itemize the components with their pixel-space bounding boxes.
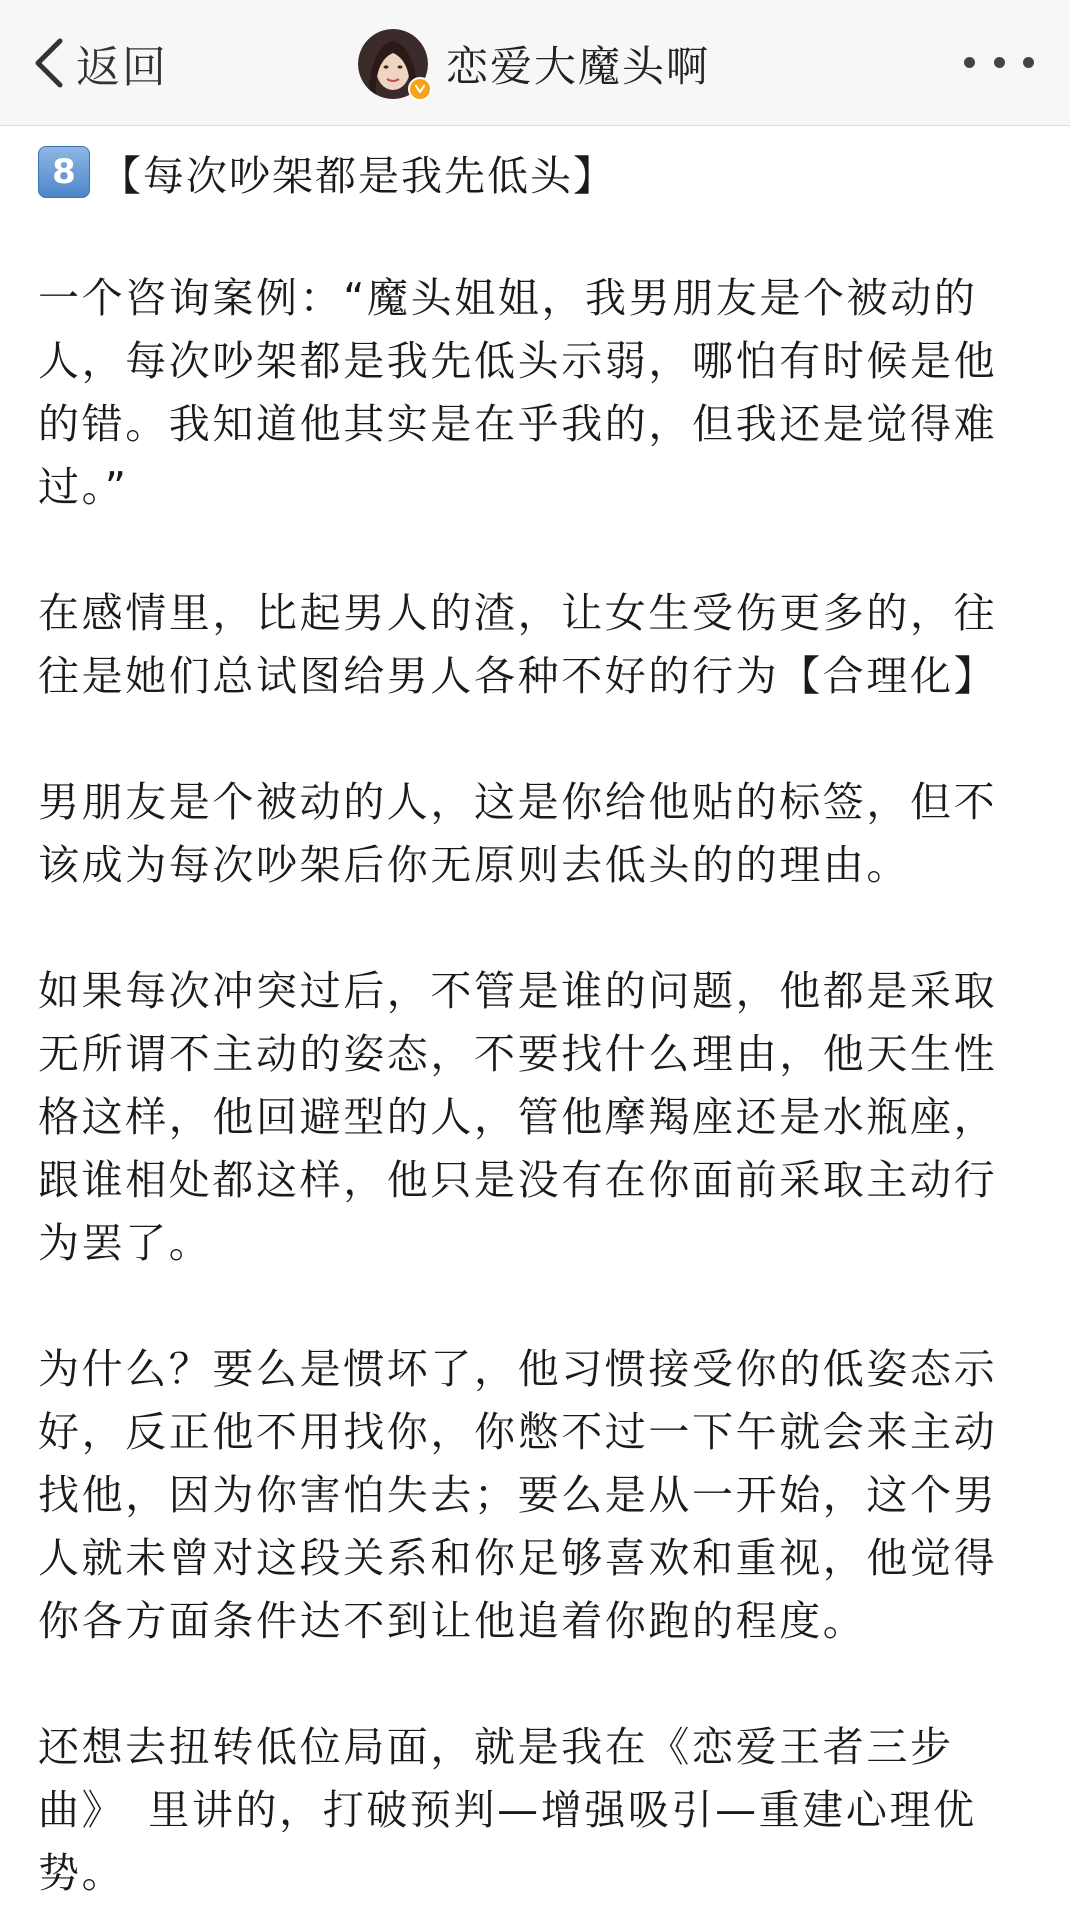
more-dot-icon <box>964 57 975 68</box>
paragraph-why: 为什么？要么是惯坏了，他习惯接受你的低姿态示好，反正他不用找你，你憋不过一下午就会来主动找他，因为你害怕失去；要么是从一开始，这个男人就未曾对这段关系和你足够喜欢和重视，他觉得你各方面条件达不到让他追着你跑的程度。 <box>38 1345 998 1645</box>
avatar[interactable] <box>358 29 428 99</box>
more-options-button[interactable] <box>964 44 1034 80</box>
paragraph-passive-label: 男朋友是个被动的人，这是你给他贴的标签，但不该成为每次吵架后你无原则去低头的的理由。 <box>38 778 998 889</box>
top-nav-bar <box>0 0 1070 126</box>
paragraph-conflict: 如果每次冲突过后，不管是谁的问题，他都是采取无所谓不主动的姿态，不要找什么理由，他天生性格这样，他回避型的人，管他摩羯座还是水瓶座，跟谁相处都这样，他只是没有在你面前采取主动行为罢了。 <box>38 967 998 1267</box>
post-body <box>38 140 1010 1905</box>
more-dot-icon <box>1023 57 1034 68</box>
account-header[interactable] <box>358 28 710 100</box>
account-name[interactable]: 恋爱大魔头啊 <box>446 42 711 91</box>
more-dot-icon <box>994 57 1005 68</box>
heading-text: 【每次吵架都是我先低头】 <box>100 151 616 200</box>
paragraph-case: 一个咨询案例：“魔头姐姐，我男朋友是个被动的人，每次吵架都是我先低头示弱，哪怕有时候是他的错。我知道他其实是在乎我的，但我还是觉得难过。” <box>38 274 998 511</box>
chevron-left-icon <box>30 33 70 93</box>
verified-icon <box>408 77 432 101</box>
back-button[interactable] <box>30 28 168 98</box>
number-8-emoji-icon: 8 <box>38 146 90 198</box>
post-heading <box>38 140 1010 204</box>
paragraph-reverse: 还想去扭转低位局面，就是我在《恋爱王者三步曲》 里讲的，打破预判—增强吸引—重建心理优势。 <box>38 1723 977 1897</box>
back-label: 返回 <box>76 42 168 93</box>
paragraph-rationalize: 在感情里，比起男人的渣，让女生受伤更多的，往往是她们总试图给男人各种不好的行为【合理化】 <box>38 589 998 700</box>
